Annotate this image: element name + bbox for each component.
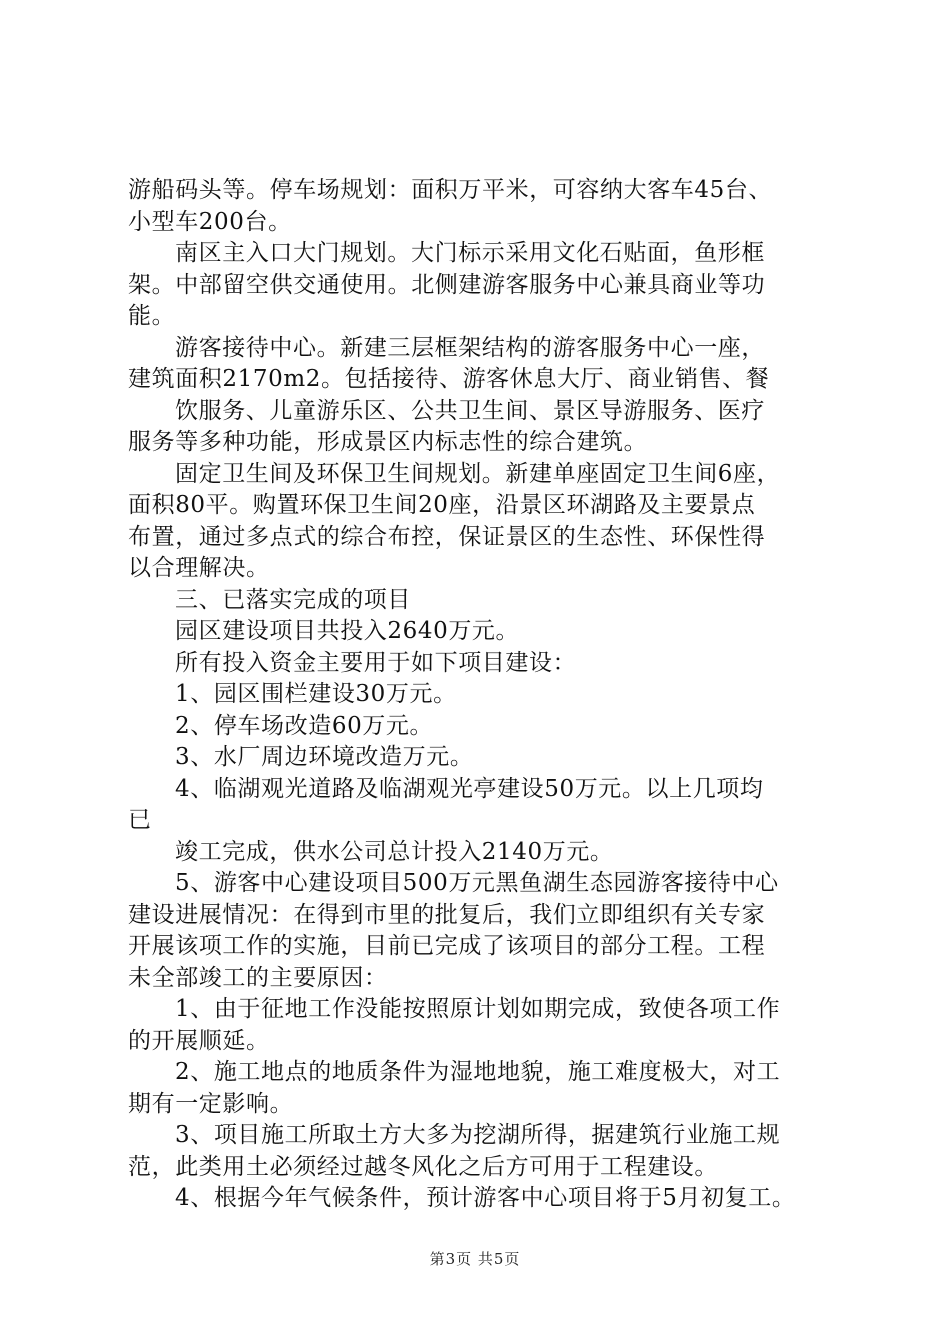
text-line: 建设进展情况：在得到市里的批复后，我们立即组织有关专家 bbox=[128, 901, 766, 928]
text-line: 3、水厂周边环境改造万元。 bbox=[175, 744, 474, 770]
text-line: 的开展顺延。 bbox=[128, 1027, 270, 1054]
text-line: 5、游客中心建设项目500万元黑鱼湖生态园游客接待中心 bbox=[175, 870, 779, 896]
text-line: 1、园区围栏建设30万元。 bbox=[175, 681, 457, 707]
text-line: 园区建设项目共投入2640万元。 bbox=[175, 618, 520, 644]
text-line: 固定卫生间及环保卫生间规划。新建单座固定卫生间6座， bbox=[175, 460, 781, 487]
text-line: 3、项目施工所取土方大多为挖湖所得，据建筑行业施工规 bbox=[175, 1122, 781, 1148]
text-line: 4、临湖观光道路及临湖观光亭建设50万元。以上几项均 bbox=[175, 775, 764, 802]
text-line: 1、由于征地工作没能按照原计划如期完成，致使各项工作 bbox=[175, 996, 781, 1022]
text-line: 开展该项工作的实施，目前已完成了该项目的部分工程。工程 bbox=[128, 933, 766, 959]
text-line: 三、已落实完成的项目 bbox=[175, 586, 411, 613]
text-line: 建筑面积2170m2。包括接待、游客休息大厅、商业销售、餐 bbox=[128, 366, 770, 392]
text-line: 饮服务、儿童游乐区、公共卫生间、景区导游服务、医疗 bbox=[175, 397, 765, 424]
text-line: 2、停车场改造60万元。 bbox=[175, 712, 434, 739]
text-line: 4、根据今年气候条件，预计游客中心项目将于5月初复工。 bbox=[175, 1185, 796, 1211]
text-line: 游客接待中心。新建三层框架结构的游客服务中心一座， bbox=[175, 334, 765, 361]
text-line: 范，此类用土必须经过越冬风化之后方可用于工程建设。 bbox=[128, 1153, 718, 1180]
text-line: 服务等多种功能，形成景区内标志性的综合建筑。 bbox=[128, 429, 648, 455]
text-line: 以合理解决。 bbox=[128, 555, 270, 581]
text-line: 所有投入资金主要用于如下项目建设： bbox=[175, 649, 577, 676]
text-line: 面积80平。购置环保卫生间20座，沿景区环湖路及主要景点 bbox=[128, 492, 756, 518]
text-line: 南区主入口大门规划。大门标示采用文化石贴面，鱼形框 bbox=[175, 240, 765, 266]
text-line: 期有一定影响。 bbox=[128, 1090, 294, 1117]
text-line: 布置，通过多点式的综合布控，保证景区的生态性、环保性得 bbox=[128, 523, 766, 550]
text-line: 小型车200台。 bbox=[128, 208, 292, 235]
text-line: 能。 bbox=[128, 303, 176, 329]
text-line: 竣工完成，供水公司总计投入2140万元。 bbox=[175, 838, 614, 865]
text-line: 已 bbox=[128, 807, 152, 833]
text-line: 架。中部留空供交通使用。北侧建游客服务中心兼具商业等功 bbox=[128, 271, 766, 298]
text-line: 2、施工地点的地质条件为湿地地貌，施工难度极大，对工 bbox=[175, 1059, 781, 1085]
document-body bbox=[128, 175, 858, 1215]
page-footer: 第3页 共5页 bbox=[429, 1250, 521, 1268]
text-line: 游船码头等。停车场规划：面积万平米，可容纳大客车45台、 bbox=[128, 177, 773, 203]
text-line: 未全部竣工的主要原因： bbox=[128, 964, 388, 991]
